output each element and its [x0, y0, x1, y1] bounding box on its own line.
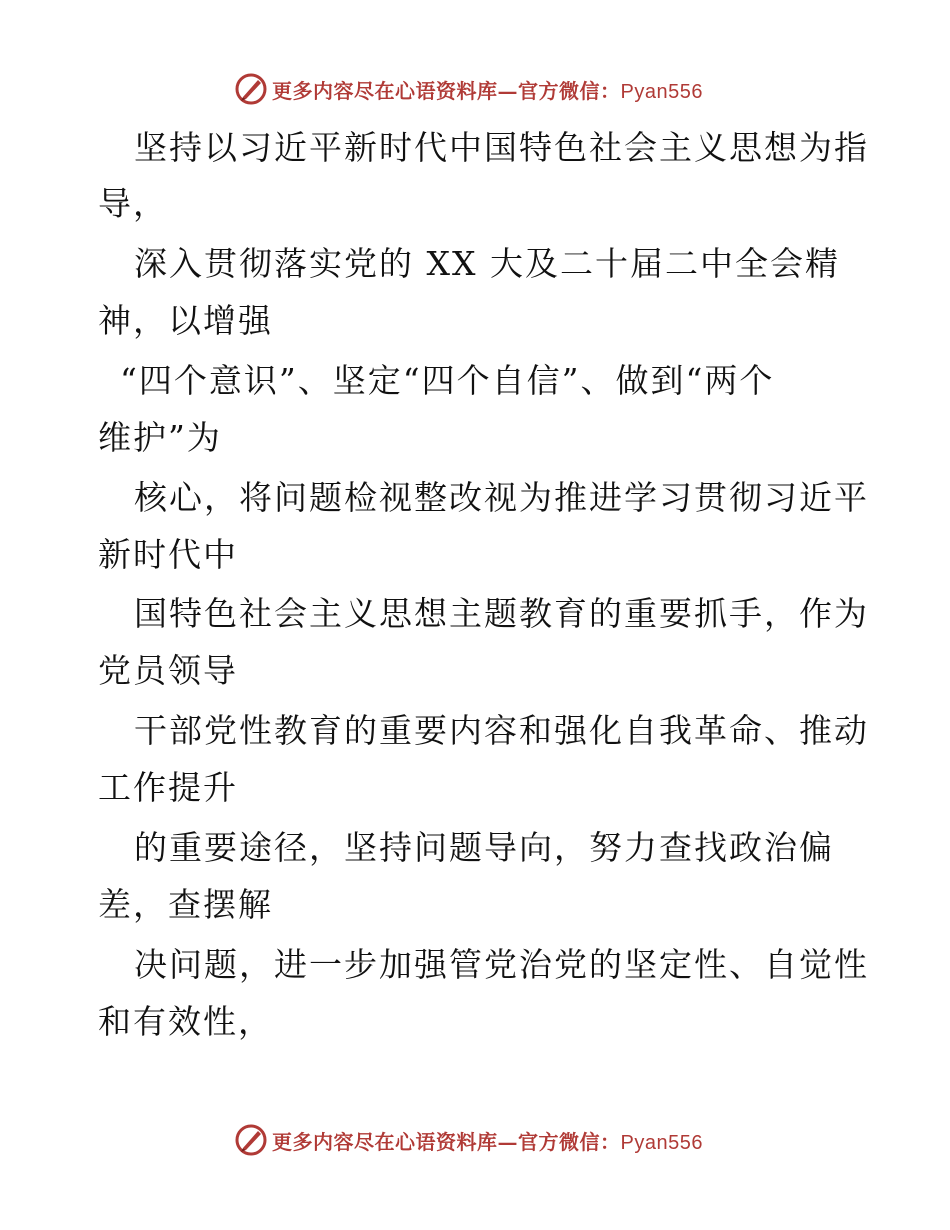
- paragraph-6-line-1: 干部党性教育的重要内容和强化自我革命、推动: [134, 711, 869, 750]
- paragraph-8-line-1: 决问题，进一步加强管党治党的坚定性、自觉性: [134, 945, 869, 984]
- paragraph-1-line-1: 坚持以习近平新时代中国特色社会主义思想为指: [134, 128, 869, 167]
- paragraph-2-line-2: 神，以增强: [98, 301, 273, 340]
- paragraph-5-line-2: 党员领导: [98, 651, 238, 690]
- paragraph-1-line-2: 导，: [98, 184, 168, 223]
- paragraph-7-line-1: 的重要途径，坚持问题导向，努力查找政治偏: [134, 828, 834, 867]
- paragraph-4-line-2: 新时代中: [98, 535, 238, 574]
- paragraph-7-line-2: 差，查摆解: [98, 885, 273, 924]
- quill-logo-icon: [234, 72, 268, 106]
- paragraph-3-line-1: “四个意识”、坚定“四个自信”、做到“两个: [120, 361, 775, 400]
- paragraph-4-line-1: 核心，将问题检视整改视为推进学习贯彻习近平: [134, 478, 869, 517]
- footer-watermark: [234, 1123, 754, 1157]
- watermark-text: 更多内容尽在心语资料库—官方微信：Pyan556: [272, 1129, 703, 1154]
- paragraph-6-line-2: 工作提升: [98, 768, 238, 807]
- quill-logo-icon: [234, 1123, 268, 1157]
- header-watermark: [234, 72, 754, 106]
- paragraph-2-line-1: 深入贯彻落实党的 XX 大及二十届二中全会精: [134, 244, 840, 283]
- paragraph-3-line-2: 维护”为: [98, 418, 222, 457]
- paragraph-8-line-2: 和有效性，: [98, 1002, 273, 1041]
- watermark-text: 更多内容尽在心语资料库—官方微信：Pyan556: [272, 78, 703, 103]
- paragraph-5-line-1: 国特色社会主义思想主题教育的重要抓手，作为: [134, 594, 869, 633]
